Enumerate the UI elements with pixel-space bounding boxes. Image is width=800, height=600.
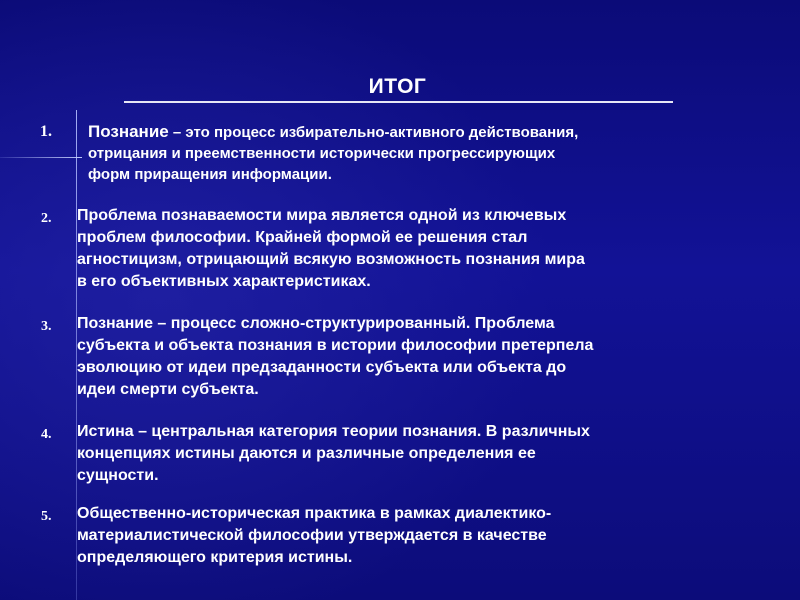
item-line-text: – это процесс избирательно-активного действования, <box>172 124 579 141</box>
item-line: Общественно-историческая практика в рамках диалектико- <box>77 505 552 522</box>
item-line: отрицания и преемственности исторически прогрессирующих <box>88 145 556 162</box>
item-text <box>77 313 767 401</box>
slide-title: ИТОГ <box>368 75 427 98</box>
item-line: Проблема познаваемости мира является одной из ключевых <box>77 207 567 224</box>
item-line: определяющего критерия истины. <box>77 549 353 566</box>
item-line <box>88 121 768 143</box>
item-number: 2. <box>41 211 52 226</box>
item-line: форм приращения информации. <box>88 166 332 183</box>
item-line: идеи смерти субъекта. <box>77 381 259 398</box>
item-line: субъекта и объекта познания в истории философии претерпела <box>77 337 594 354</box>
item-line: агностицизм, отрицающий всякую возможность познания мира <box>77 251 585 268</box>
item-text <box>77 421 767 487</box>
item-line: Истина – центральная категория теории познания. В различных <box>77 423 590 440</box>
item-number: 4. <box>41 427 52 442</box>
item-number: 3. <box>41 319 52 334</box>
item-text <box>77 503 767 569</box>
item-text <box>77 205 767 293</box>
item-line: Познание – процесс сложно-структурированный. Проблема <box>77 315 555 332</box>
item-line: материалистической философии утверждается в качестве <box>77 527 547 544</box>
item-line: сущности. <box>77 467 159 484</box>
item-line: в его объективных характеристиках. <box>77 273 371 290</box>
title-underline <box>124 101 673 103</box>
item-line: проблем философии. Крайней формой ее решения стал <box>77 229 528 246</box>
item-number: 1. <box>40 123 52 140</box>
item-line: концепциях истины даются и различные определения ее <box>77 445 536 462</box>
item-lead-term: Познание <box>88 122 169 141</box>
item-line: эволюцию от идеи предзаданности субъекта или объекта до <box>77 359 567 376</box>
item-text <box>88 121 768 185</box>
item-number: 5. <box>41 509 52 524</box>
decorative-horizontal-line <box>0 157 82 158</box>
